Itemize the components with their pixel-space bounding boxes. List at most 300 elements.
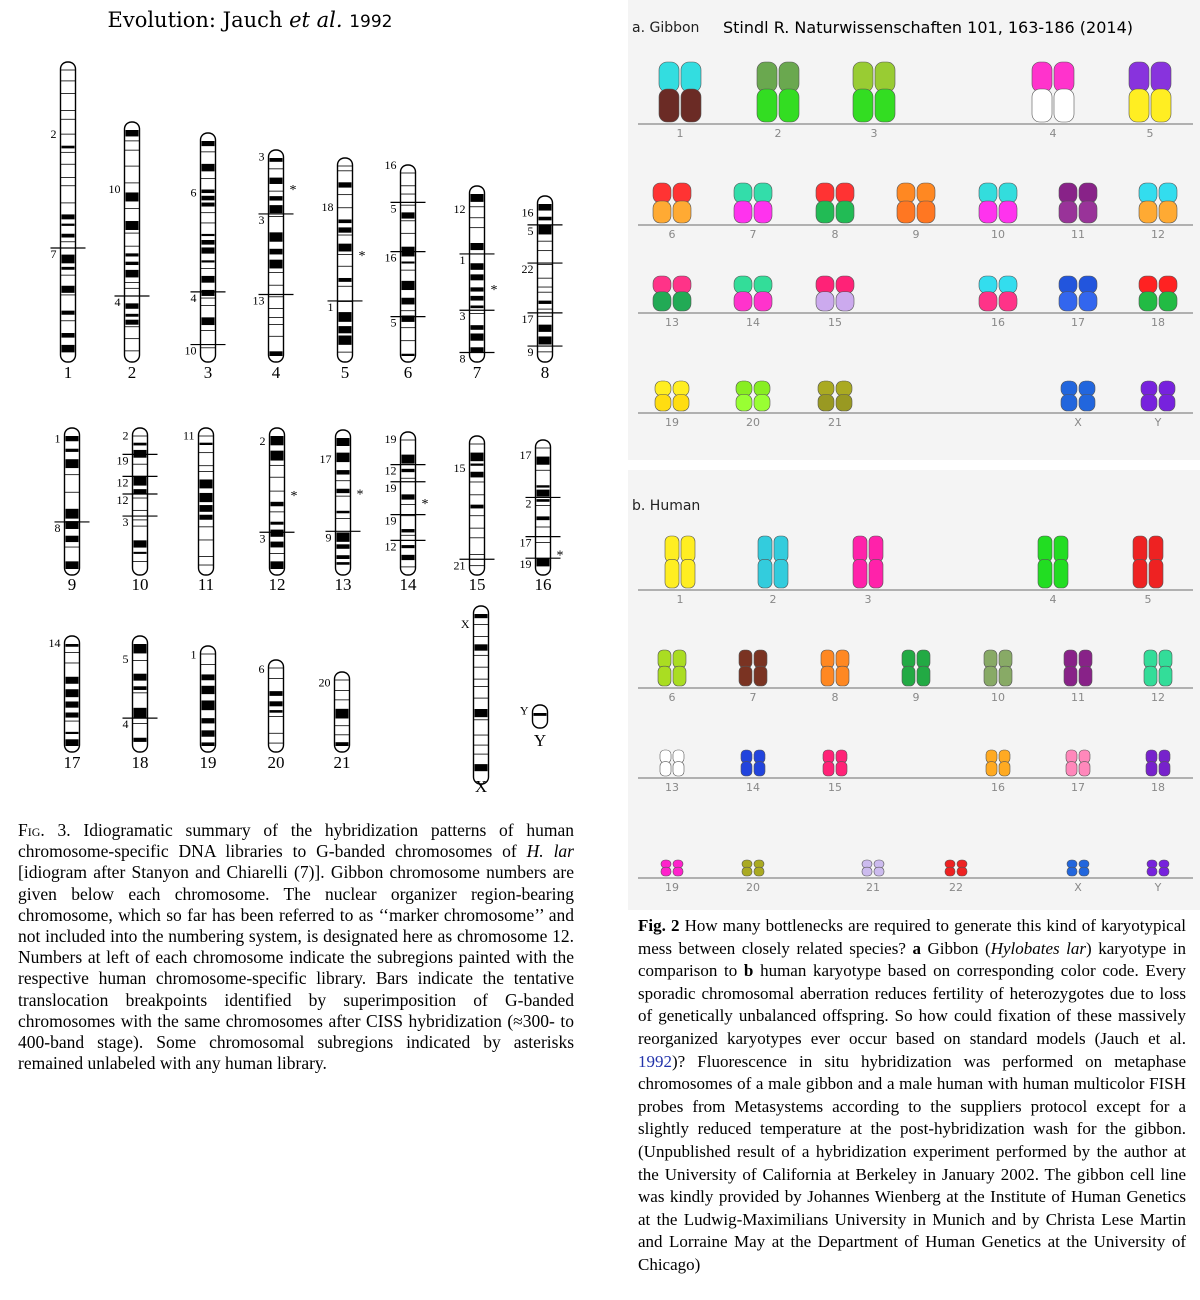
chromosome-band [471,287,484,291]
pair-21 [862,860,884,894]
chromosome-band [534,713,547,716]
chromosome-X [461,606,489,796]
chromosome-arm [821,666,834,686]
chromosome-arm [836,750,847,763]
chromosome-band [202,276,215,283]
chromosome-band [62,234,75,238]
chromosome-arm [1159,666,1172,686]
chromosome-arm [757,62,777,92]
pair-X [1061,381,1095,429]
pair-16 [979,276,1017,329]
chromosome-arm [1139,201,1157,223]
fig3-label: Fig. 3. [18,820,71,840]
subregion-label: 19 [384,480,397,495]
chromosome-band [471,347,484,352]
chromosome-arm [999,650,1012,668]
pair-15 [816,276,854,329]
pair-12 [1139,183,1177,241]
chromosome-arm [1149,559,1163,588]
subregion-label: 19 [384,513,397,528]
pair-label: 6 [668,691,676,704]
chromosome-body [474,606,489,784]
chromosome-arm [1067,860,1077,868]
chromosome-band [471,453,484,462]
subregion-label: 16 [384,250,397,265]
chromosome-arm [853,89,873,122]
chromosome-band [271,542,284,548]
chromosome-band [337,489,350,493]
fig2-label: Fig. 2 [638,916,680,935]
chromosome-arm [1159,860,1169,868]
pair-5 [1133,536,1163,606]
chromosome-number: 7 [472,363,482,382]
citation: Stindl R. Naturwissenschaften 101, 163-186 (2014) [723,18,1133,37]
chromosome-band [471,305,484,308]
chromosome-band [270,351,283,356]
chromosome-arm [1038,536,1052,562]
subregion-label: 12 [116,493,129,508]
subregion-label: 5 [122,652,129,667]
pair-label: 13 [665,781,679,794]
subregion-label: 19 [519,557,532,572]
pair-label: 21 [866,881,880,894]
chromosome-band [402,545,415,548]
fig3-species: H. lar [526,841,574,862]
chromosome-band [537,516,550,520]
chromosome-15 [454,436,495,594]
chromosome-number: 21 [333,753,351,772]
chromosome-7 [454,186,498,382]
chromosome-arm [673,666,686,686]
pair-17 [1066,750,1090,794]
chromosome-band [337,532,350,541]
subregion-label: 2 [525,496,532,511]
pair-label: Y [1154,881,1162,894]
chromosome-arm [836,276,854,294]
fig2-cite-year[interactable]: 1992 [638,1051,672,1071]
chromosome-arm [1079,183,1097,203]
chromosome-arm [779,62,799,92]
pair-4 [1032,62,1074,140]
pair-19 [655,381,689,429]
chromosome-body [533,705,548,728]
subregion-label: 17 [319,452,332,466]
fig2-section [628,0,1200,1300]
chromosome-arm [1079,860,1089,868]
chromosome-arm [1059,183,1077,203]
chromosome-band [339,227,352,232]
chromosome-number: 13 [334,575,352,594]
chromosome-band [134,443,147,446]
chromosome-band [202,164,215,171]
pair-label: 13 [665,316,679,329]
subregion-label: Y [519,703,529,718]
panel-a-label: a. Gibbon [632,20,700,36]
chromosome-band [270,232,283,241]
chromosome-band [62,286,75,293]
chromosome-band [475,644,488,650]
subregion-label: 4 [114,295,121,309]
pair-label: 2 [774,127,782,140]
subregion-label: 1 [190,647,197,662]
pair-8 [821,650,849,704]
chromosome-arm [874,867,884,876]
chromosome-band [126,314,139,317]
chromosome-arm [897,183,915,203]
subregion-label: 10 [184,343,197,358]
unlabeled-asterisk: * [421,497,429,513]
chromosome-number: 4 [271,363,281,382]
subregion-label: 6 [190,185,197,200]
chromosome-band [402,261,415,263]
subregion-label: 16 [384,158,397,172]
title-text: Evolution: Jauch [107,8,290,32]
subregion-label: 20 [318,675,331,690]
chromosome-arm [754,750,765,763]
subregion-label: 3 [258,212,265,227]
subregion-label: 14 [48,635,61,650]
chromosome-arm [999,276,1017,294]
chromosome-band [537,558,550,566]
chromosome-band [270,158,283,162]
chromosome-arm [984,650,997,668]
chromosome-arm [1079,762,1090,776]
pair-label: 8 [831,691,839,704]
fig2-text-3: ) karyotype in comparison to [638,938,1186,981]
chromosome-arm [979,292,997,311]
unlabeled-asterisk: * [358,248,366,264]
subregion-label: 15 [453,460,466,475]
subregion-label: 16 [521,205,534,220]
chromosome-band [202,290,215,296]
chromosome-arm [739,650,752,668]
chromosome-arm [681,559,695,588]
pair-label: 20 [746,416,760,429]
pair-label: Y [1154,416,1162,429]
chromosome-band [270,691,283,696]
chromosome-band [126,262,139,265]
chromosome-arm [779,89,799,122]
chromosome-arm [945,860,955,868]
chromosome-arm [673,750,684,763]
pair-12 [1144,650,1172,704]
chromosome-band [471,296,484,301]
pair-4 [1038,536,1068,606]
chromosome-band [270,178,283,184]
fig2-species: Hylobates lar [990,938,1087,958]
chromosome-arm [1129,62,1149,92]
chromosome-11 [183,428,214,594]
chromosome-arm [874,860,884,868]
chromosome-arm [869,559,883,588]
chromosome-arm [1159,750,1170,763]
chromosome-band [271,451,284,461]
chromosome-arm [673,762,684,776]
subregion-label: 9 [527,345,534,360]
chromosome-arm [945,867,955,876]
chromosome-band [471,274,484,280]
chromosome-4 [253,149,297,382]
subregion-label: 9 [325,530,332,545]
pair-label: 19 [665,416,679,429]
chromosome-band [270,205,283,213]
subregion-label: 17 [521,311,534,326]
chromosome-band [402,469,415,472]
chromosome-20 [259,660,285,772]
chromosome-arm [653,183,671,203]
chromosome-band [537,485,550,487]
chromosome-band [62,345,75,352]
chromosome-band [337,470,350,474]
chromosome-arm [673,381,689,396]
unlabeled-asterisk: * [290,489,298,505]
chromosome-band [271,561,284,569]
chromosome-band [336,709,349,719]
chromosome-arm [661,860,671,868]
pair-label: 17 [1071,316,1085,329]
pair-label: 10 [991,691,1005,704]
pair-label: 19 [665,881,679,894]
gibbon-karyotype [628,0,1200,460]
unlabeled-asterisk: * [556,548,564,564]
pair-label: 15 [828,316,842,329]
chromosome-arm [1066,762,1077,776]
pair-7 [734,183,772,241]
pair-14 [741,750,765,794]
chromosome-band [66,712,79,717]
chromosome-band [402,555,415,560]
pair-label: 16 [991,781,1005,794]
chromosome-arm [979,276,997,294]
chromosome-arm [897,201,915,223]
pair-label: 7 [749,691,757,704]
chromosome-band [337,544,350,548]
subregion-label: 19 [384,432,397,447]
chromosome-band [471,243,484,250]
pair-9 [902,650,930,704]
chromosome-band [339,278,352,282]
chromosome-band [402,281,415,290]
subregion-label: 12 [384,539,397,554]
chromosome-arm [1079,867,1089,876]
chromosome-arm [1139,292,1157,311]
chromosome-arm [1079,750,1090,763]
chromosome-arm [741,762,752,776]
chromosome-band [270,196,283,200]
chromosome-number: 17 [63,753,81,772]
pair-Y [1141,381,1175,429]
chromosome-band [471,464,484,466]
chromosome-10 [117,428,158,594]
chromosome-band [126,270,139,278]
pair-label: 16 [991,316,1005,329]
subregion-label: 8 [459,351,466,366]
chromosome-body [336,430,351,575]
chromosome-band [62,311,75,315]
chromosome-arm [984,666,997,686]
chromosome-8 [522,196,563,382]
pair-label: 5 [1146,127,1154,140]
chromosome-arm [734,201,752,223]
chromosome-21 [319,672,351,772]
chromosome-band [402,354,415,356]
fig3-caption [18,820,574,1074]
chromosome-band [537,490,550,497]
pair-label: 11 [1071,691,1085,704]
chromosome-band [539,336,552,344]
chromosome-band [66,536,79,542]
chromosome-arm [902,666,915,686]
chromosome-arm [758,559,772,588]
subregion-label: 1 [54,431,61,446]
chromosome-arm [1079,395,1095,412]
pair-14 [734,276,772,329]
chromosome-band [339,219,352,223]
chromosome-arm [1032,89,1052,122]
chromosome-arm [836,395,852,412]
chromosome-arm [1054,559,1068,588]
chromosome-band [126,221,139,230]
fig2-text-2: Gibbon ( [920,938,991,958]
chromosome-arm [875,89,895,122]
chromosome-number: 1 [63,363,73,382]
chromosome-body [125,122,140,362]
chromosome-band [337,555,350,559]
chromosome-12 [260,428,298,594]
chromosome-band [134,708,147,718]
chromosome-number: Y [533,731,547,750]
chromosome-band [200,505,213,512]
chromosome-band [402,455,415,464]
chromosome-arm [1079,292,1097,311]
chromosome-band [66,739,79,746]
chromosome-arm [653,201,671,223]
chromosome-6 [385,158,426,382]
chromosome-arm [774,559,788,588]
chromosome-arm [1061,395,1077,412]
chromosome-arm [1059,292,1077,311]
chromosome-band [62,255,75,264]
chromosome-arm [660,750,671,763]
pair-label: 11 [1071,228,1085,241]
subregion-label: 17 [519,535,532,550]
chromosome-arm [1159,381,1175,396]
chromosome-arm [999,750,1010,763]
pair-3 [853,62,895,140]
chromosome-arm [999,292,1017,311]
chromosome-arm [736,381,752,396]
chromosome-arm [655,381,671,396]
chromosome-3 [185,133,226,382]
chromosome-arm [734,276,752,294]
pair-label: 22 [949,881,963,894]
pair-6 [658,650,686,704]
pair-label: 3 [870,127,878,140]
chromosome-band [62,267,75,270]
chromosome-arm [736,395,752,412]
chromosome-arm [1079,276,1097,294]
fig3-text-1: Idiogramatic summary of the hybridization patterns of human chromosome-specific DNA libraries to G-banded chromosomes of [18,820,574,862]
pair-5 [1129,62,1171,140]
chromosome-band [62,224,75,226]
pair-label: 12 [1151,228,1165,241]
subregion-label: 2 [259,434,266,449]
chromosome-band [126,303,139,308]
pair-label: 1 [676,593,684,606]
pair-label: 21 [828,416,842,429]
subregion-label: 5 [527,223,534,238]
subregion-label: 10 [108,182,121,197]
chromosome-arm [917,183,935,203]
chromosome-band [539,301,552,304]
subregion-label: 13 [252,293,265,308]
chromosome-arm [853,62,873,92]
chromosome-arm [836,762,847,776]
pair-22 [945,860,967,894]
chromosome-arm [1141,381,1157,396]
chromosome-number: 12 [268,575,286,594]
chromosome-band [202,141,215,146]
chromosome-band [402,298,415,305]
chromosome-band [539,325,552,332]
pair-label: 18 [1151,316,1165,329]
pair-11 [1059,183,1097,241]
chromosome-2 [109,122,150,382]
chromosome-arm [742,860,752,868]
chromosome-arm [1054,62,1074,92]
chromosome-arm [754,276,772,294]
chromosome-number: 16 [534,575,552,594]
chromosome-arm [999,201,1017,223]
pair-2 [758,536,788,606]
unlabeled-asterisk: * [356,487,364,503]
chromosome-arm [1144,666,1157,686]
chromosome-arm [665,559,679,588]
chromosome-arm [917,666,930,686]
chromosome-arm [673,867,683,876]
chromosome-arm [681,62,701,92]
chromosome-arm [1151,89,1171,122]
chromosome-9 [55,428,90,594]
chromosome-band [134,540,147,547]
chromosome-band [66,701,79,707]
pair-6 [653,183,691,241]
chromosome-arm [1059,276,1077,294]
chromosome-band [200,443,213,445]
chromosome-arm [1066,750,1077,763]
chromosome-band [471,263,484,270]
chromosome-arm [754,867,764,876]
chromosome-band [66,689,79,697]
fig2-b: b [743,961,754,981]
chromosome-1 [51,62,86,382]
chromosome-arm [1059,201,1077,223]
subregion-label: 21 [453,558,466,573]
chromosome-arm [986,750,997,763]
chromosome-arm [1129,89,1149,122]
chromosome-arm [754,292,772,311]
chromosome-band [202,190,215,194]
fig3-text-2: [idiogram after Stanyon and Chiarelli (7)]. Gibbon chromosome numbers are given below each chromosome. The nuclear organizer region-bearing chromosome, which so far has been referred to as ‘‘marker chromosome’’ and not included into the numbering system, is designated here as chromosome 12. Numbers at left of each chromosome indicate the subregions painted with the respective human chromosome-specific library. Bars indicate the tentative translocation breakpoints identified by superimposition of G-banded chromosomes with the same chromosomes after CISS hybridization (≈300- to 400-band stage). Some chromosomal subregions indicated by asterisks remained unlabeled with any human library. [18,862,574,1074]
chromosome-arm [1151,62,1171,92]
pair-15 [823,750,847,794]
subregion-label: 3 [459,309,466,324]
chromosome-arm [681,536,695,562]
chromosome-band [66,459,79,468]
pair-label: 1 [676,127,684,140]
chromosome-number: X [474,777,488,796]
pair-label: 15 [828,781,842,794]
